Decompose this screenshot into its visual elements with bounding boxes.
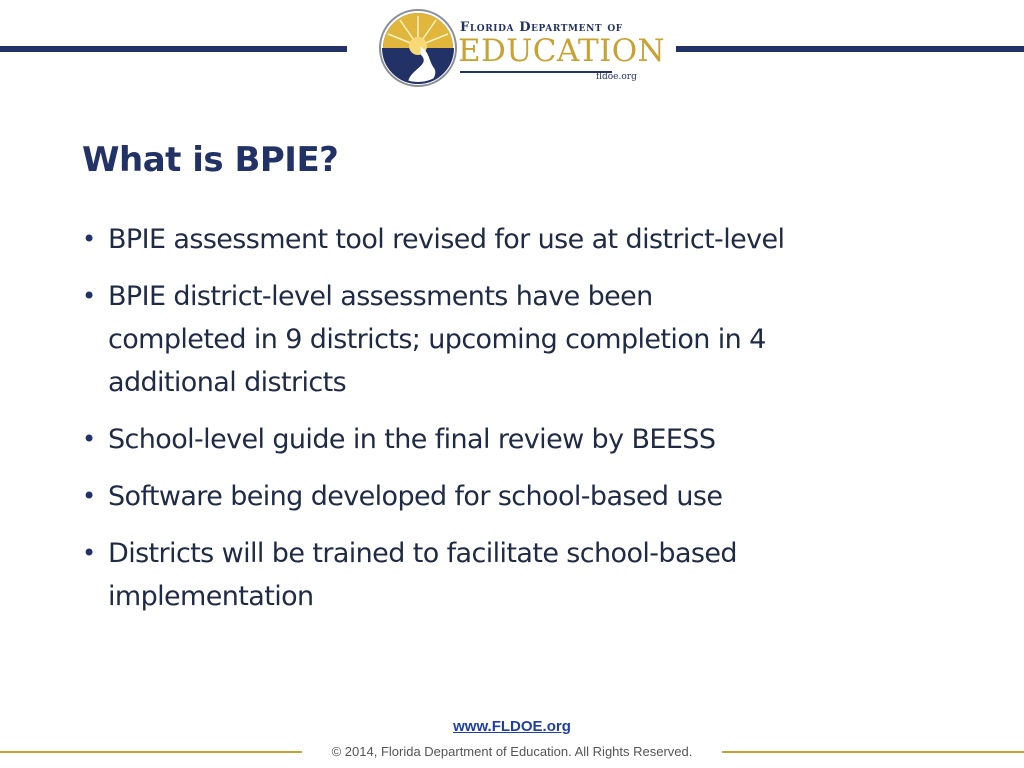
- bullet-item: [82, 532, 982, 618]
- logo-text-url: fldoe.org: [596, 72, 637, 82]
- bullet-item: [82, 475, 982, 518]
- bullet-icon: •: [82, 282, 96, 310]
- bullet-icon: •: [82, 425, 96, 453]
- bullet-text: BPIE assessment tool revised for use at district-level: [108, 224, 785, 255]
- slide-title: What is BPIE?: [82, 140, 339, 180]
- logo-underline: [460, 71, 612, 73]
- bullet-item: [82, 218, 982, 261]
- fldoe-logo: [378, 8, 666, 92]
- bullet-icon: •: [82, 539, 96, 567]
- header-rule-right: [676, 46, 1024, 52]
- bullet-text: School-level guide in the final review by BEESS: [108, 424, 716, 455]
- bullet-text: BPIE district-level assessments have been completed in 9 districts; upcoming completion in 4 additional districts: [108, 281, 766, 398]
- logo-text-education: EDUCATION: [458, 33, 666, 69]
- bullet-text: Districts will be trained to facilitate school-based implementation: [108, 538, 737, 612]
- footer-url-link[interactable]: www.FLDOE.org: [453, 718, 571, 735]
- bullet-icon: •: [82, 225, 96, 253]
- fldoe-seal-icon: [378, 8, 458, 88]
- bullet-text: Software being developed for school-based use: [108, 481, 723, 512]
- bullet-item: [82, 275, 982, 404]
- bullet-list: [82, 218, 982, 632]
- footer-copyright: © 2014, Florida Department of Education. All Rights Reserved.: [331, 744, 693, 759]
- bullet-item: [82, 418, 982, 461]
- bullet-icon: •: [82, 482, 96, 510]
- logo-text-department: Florida Department of: [460, 20, 623, 35]
- header-rule-left: [0, 46, 347, 52]
